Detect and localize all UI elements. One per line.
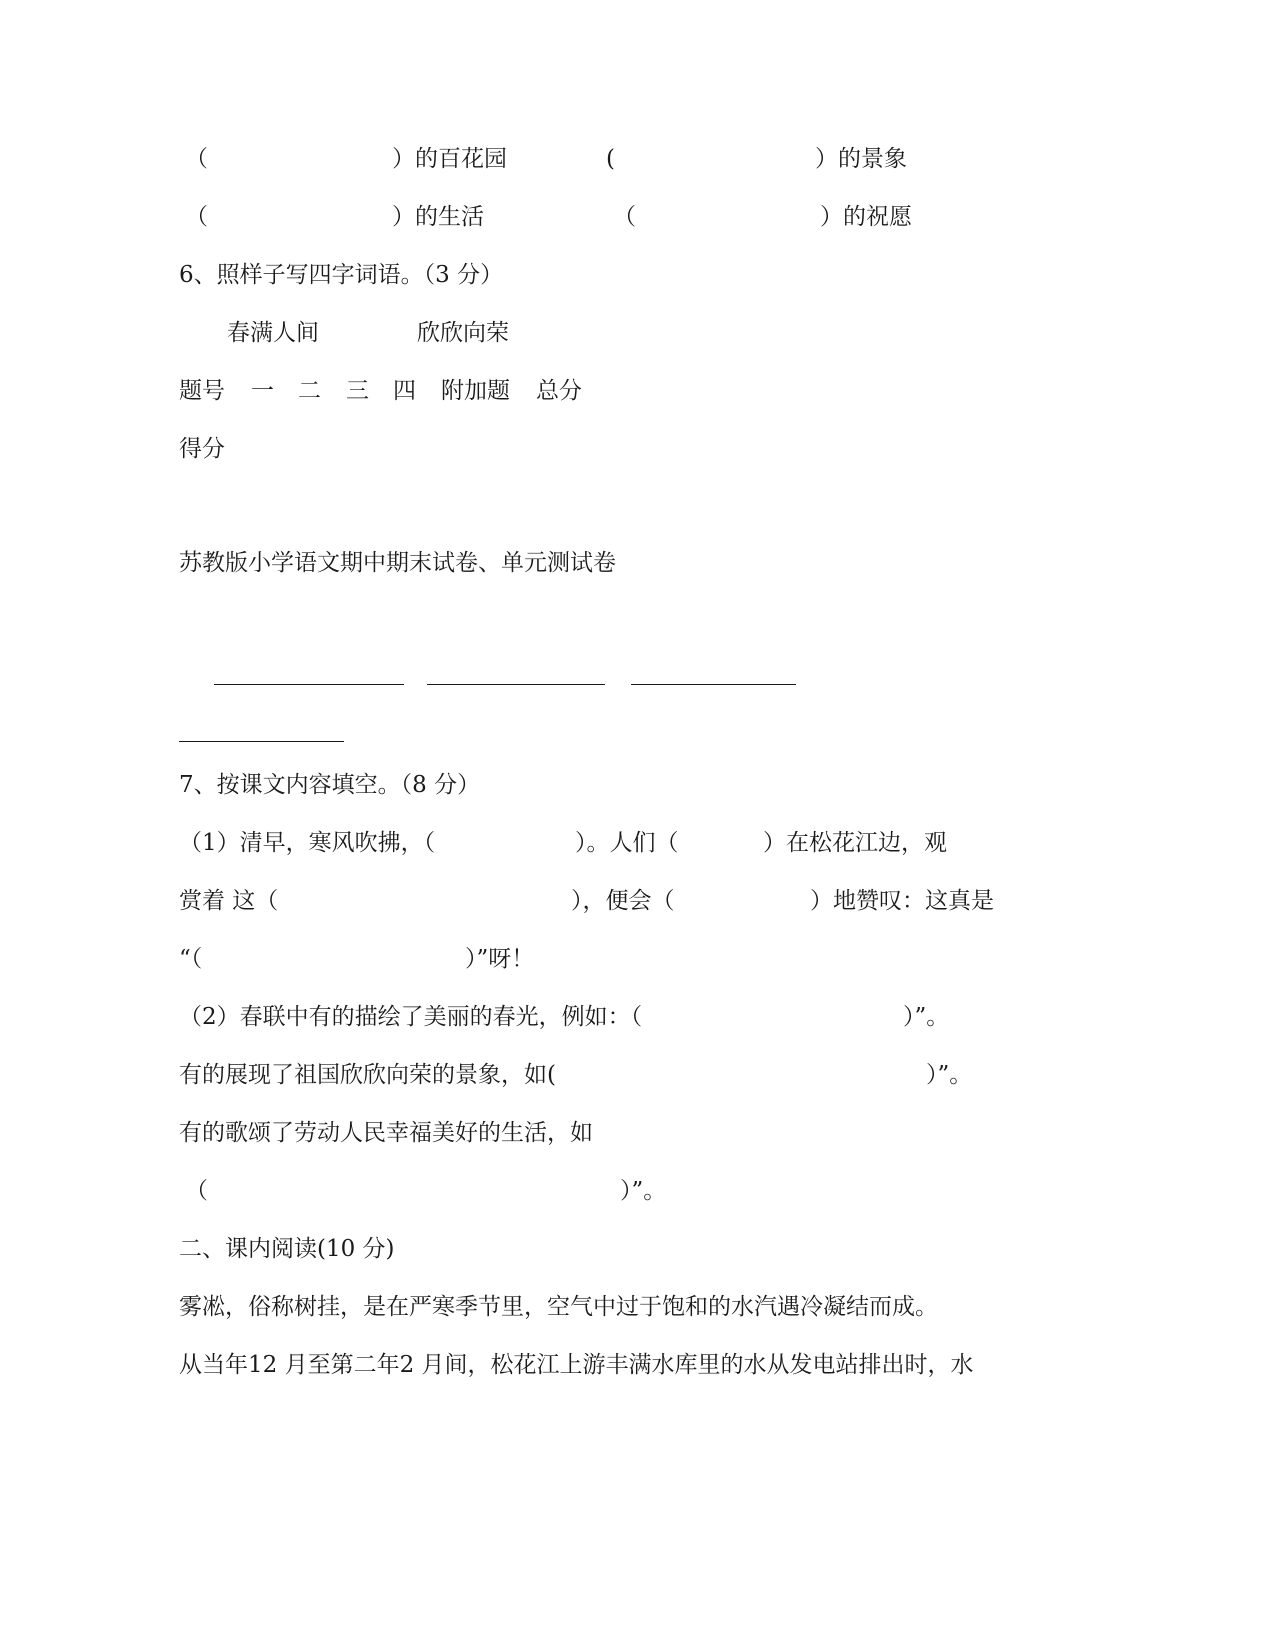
q7-p2-line1-a: （2）春联中有的描绘了美丽的春光，例如：（ xyxy=(179,1004,643,1030)
q7-p2-line2-a: 有的展现了祖国欣欣向荣的景象，如( xyxy=(179,1062,556,1088)
q6-title: 6、照样子写四字词语。（3 分） xyxy=(179,262,504,288)
q7-p2-line3: 有的歌颂了劳动人民幸福美好的生活，如 xyxy=(179,1120,593,1146)
section2-line2: 从当年12 月至第二年2 月间，松花江上游丰满水库里的水从发电站排出时，水 xyxy=(179,1352,974,1378)
q7-p1-line3-a: “（ xyxy=(179,946,203,972)
q5-row1-close-a: ）的百花园 xyxy=(392,146,507,172)
q7-p1-line2-b: ），便会（ xyxy=(571,888,675,914)
q5-row2-close-b: ）的祝愿 xyxy=(820,204,912,230)
q5-row1-open-b: ( xyxy=(606,146,615,172)
answer-blank[interactable] xyxy=(214,684,404,685)
q7-p1-line1-a: （1）清早，寒风吹拂，（ xyxy=(179,830,436,856)
score-table-header-label: 题号 xyxy=(179,378,225,404)
q7-p1-line2-a: 赏着 这（ xyxy=(179,888,279,914)
q7-p2-line4-b: ）”。 xyxy=(620,1178,667,1204)
watermark-line: 苏教版小学语文期中期末试卷、单元测试卷 xyxy=(179,550,616,576)
answer-blank[interactable] xyxy=(427,684,605,685)
score-table-col-2: 二 xyxy=(298,378,321,404)
q7-p1-line3-b: ）”呀！ xyxy=(465,946,535,972)
q6-example-2: 欣欣向荣 xyxy=(417,320,509,346)
score-table-col-5: 附加题 xyxy=(441,378,510,404)
q7-p1-line1-c: ）在松花江边，观 xyxy=(763,830,947,856)
q5-row1-open-a: （ xyxy=(185,146,208,172)
q5-row2-open-b: （ xyxy=(613,204,636,230)
section2-line1: 雾凇，俗称树挂，是在严寒季节里，空气中过于饱和的水汽遇冷凝结而成。 xyxy=(179,1294,938,1320)
score-table-score-label: 得分 xyxy=(179,436,225,462)
score-table-col-1: 一 xyxy=(251,378,274,404)
score-table-col-6: 总分 xyxy=(536,378,582,404)
q7-p1-line2-c: ）地赞叹：这真是 xyxy=(810,888,994,914)
score-table-col-4: 四 xyxy=(393,378,416,404)
q7-p2-line4-a: （ xyxy=(185,1178,208,1204)
answer-blank[interactable] xyxy=(631,684,796,685)
q7-p2-line2-b: ）”。 xyxy=(926,1062,973,1088)
score-table-col-3: 三 xyxy=(346,378,369,404)
q5-row2-close-a: ）的生活 xyxy=(392,204,484,230)
q5-row2-open-a: （ xyxy=(185,204,208,230)
q7-p2-line1-b: ）”。 xyxy=(903,1004,950,1030)
q5-row1-close-b: ）的景象 xyxy=(815,146,907,172)
q7-p1-line1-b: ）。人们（ xyxy=(575,830,679,856)
q7-title: 7、按课文内容填空。（8 分） xyxy=(179,772,481,798)
q6-example-1: 春满人间 xyxy=(227,320,319,346)
answer-blank[interactable] xyxy=(179,741,344,742)
section2-title: 二、课内阅读(10 分) xyxy=(179,1236,395,1262)
